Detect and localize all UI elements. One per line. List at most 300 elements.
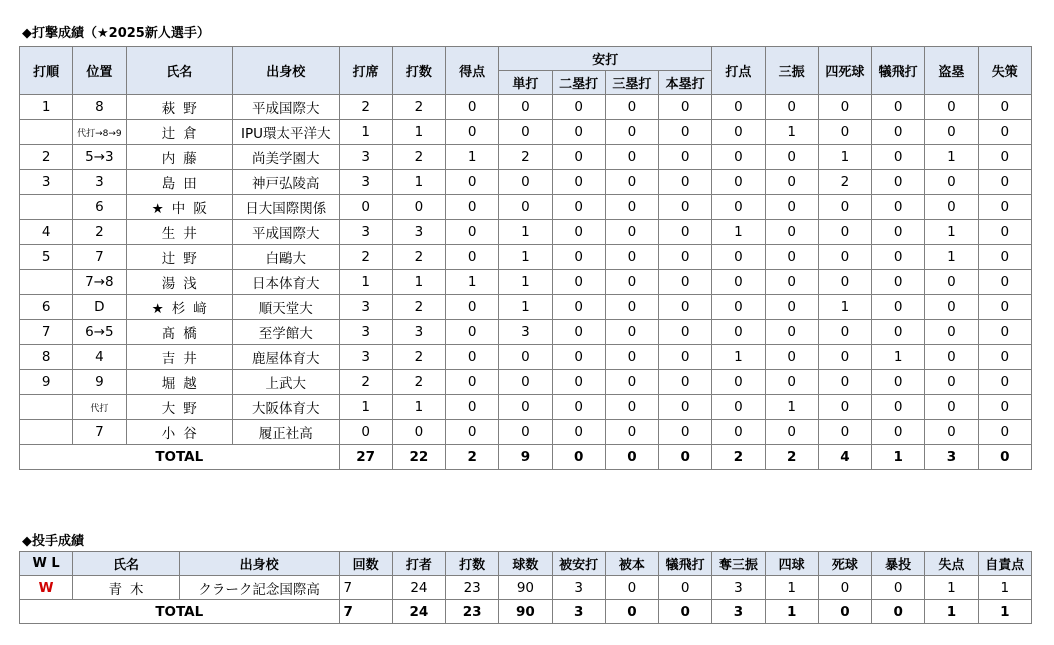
header-pitcher-sac: 犠飛打: [659, 552, 712, 576]
batting-stat: 1: [499, 270, 552, 295]
header-hr: 本塁打: [659, 71, 712, 95]
batting-stat: 1: [392, 120, 445, 145]
player-school: 尚美学園大: [233, 145, 340, 170]
batting-total-stat: 2: [446, 445, 499, 470]
batting-stat: 0: [925, 95, 978, 120]
batting-total-stat: 3: [925, 445, 978, 470]
header-hr-allowed: 被本: [605, 552, 658, 576]
batting-stat: 2: [392, 145, 445, 170]
batting-stat: 0: [978, 295, 1031, 320]
header-pitcher-ab: 打数: [446, 552, 499, 576]
batting-stat: 0: [605, 195, 658, 220]
batting-total-row: [20, 445, 1032, 470]
batting-stat: 1: [765, 120, 818, 145]
batting-stat: 0: [978, 120, 1031, 145]
pitching-total-stat: 7: [339, 600, 392, 624]
batting-stat: 0: [605, 245, 658, 270]
batting-position: 2: [73, 220, 126, 245]
pitching-total-stat: 0: [872, 600, 925, 624]
batting-stat: 0: [605, 95, 658, 120]
batting-stat: 2: [339, 370, 392, 395]
header-single: 単打: [499, 71, 552, 95]
batting-position: 9: [73, 370, 126, 395]
batting-order: 5: [20, 245, 73, 270]
batting-stat: 0: [392, 195, 445, 220]
batting-stat: 0: [978, 270, 1031, 295]
batting-stat: 0: [765, 95, 818, 120]
batting-stat: 1: [712, 220, 765, 245]
batting-position: 8: [73, 95, 126, 120]
batting-stat: 0: [925, 120, 978, 145]
batting-stat: 0: [499, 395, 552, 420]
batting-stat: 3: [339, 320, 392, 345]
header-wl: W L: [20, 552, 73, 576]
batting-stat: 0: [712, 295, 765, 320]
batting-stat: 0: [446, 420, 499, 445]
batting-stat: 0: [978, 370, 1031, 395]
batting-stat: 0: [552, 420, 605, 445]
batting-stat: 0: [765, 220, 818, 245]
player-school: 上武大: [233, 370, 340, 395]
pitching-total-stat: 0: [659, 600, 712, 624]
player-school: 順天堂大: [233, 295, 340, 320]
batting-stat: 0: [872, 95, 925, 120]
batting-stat: 0: [605, 270, 658, 295]
batting-stat: 0: [552, 245, 605, 270]
batting-stat: 0: [925, 370, 978, 395]
batting-row: [20, 295, 1032, 320]
batting-stat: 0: [552, 370, 605, 395]
batting-stat: 0: [712, 120, 765, 145]
batting-row: [20, 270, 1032, 295]
header-walks: 四球: [765, 552, 818, 576]
pitching-total-row: [20, 600, 1032, 624]
batting-stat: 0: [552, 220, 605, 245]
batting-stat: 0: [712, 195, 765, 220]
batting-stat: 0: [872, 320, 925, 345]
batting-stat: 0: [712, 95, 765, 120]
batting-stat: 0: [925, 395, 978, 420]
header-pa: 打席: [339, 47, 392, 95]
batting-stat: 0: [925, 170, 978, 195]
batting-stat: 0: [818, 245, 871, 270]
batting-stat: 0: [765, 295, 818, 320]
batting-stat: 1: [446, 145, 499, 170]
batting-stat: 0: [765, 270, 818, 295]
batting-stat: 0: [765, 370, 818, 395]
batting-total-stat: 0: [659, 445, 712, 470]
batting-position: 6: [73, 195, 126, 220]
header-earned-runs: 自責点: [978, 552, 1031, 576]
batting-stat: 0: [499, 370, 552, 395]
batting-stat: 0: [872, 420, 925, 445]
pitching-stat: 90: [499, 576, 552, 600]
header-hbp: 死球: [818, 552, 871, 576]
player-name: 大野: [126, 395, 233, 420]
batting-stat: 0: [872, 195, 925, 220]
batting-stat: 0: [499, 95, 552, 120]
batting-stat: 0: [659, 395, 712, 420]
pitching-total-stat: 0: [818, 600, 871, 624]
pitching-stat: 3: [552, 576, 605, 600]
batting-stat: 0: [446, 320, 499, 345]
batting-total-stat: 0: [978, 445, 1031, 470]
player-name: 湯浅: [126, 270, 233, 295]
batting-stat: 0: [659, 95, 712, 120]
batting-order: 4: [20, 220, 73, 245]
pitcher-name: 青木: [73, 576, 180, 600]
player-school: 鹿屋体育大: [233, 345, 340, 370]
batting-stat: 0: [659, 170, 712, 195]
batting-position: 3: [73, 170, 126, 195]
batting-stat: 0: [925, 320, 978, 345]
batting-stat: 1: [339, 120, 392, 145]
header-runs: 得点: [446, 47, 499, 95]
batting-stat: 0: [659, 420, 712, 445]
batting-stat: 0: [552, 295, 605, 320]
header-position: 位置: [73, 47, 126, 95]
batting-stat: 1: [499, 245, 552, 270]
player-school: 平成国際大: [233, 95, 340, 120]
pitching-total-stat: 24: [392, 600, 445, 624]
batting-stat: 0: [872, 245, 925, 270]
batting-stat: 0: [446, 395, 499, 420]
batting-stat: 2: [392, 295, 445, 320]
player-name: ★中阪: [126, 195, 233, 220]
batting-stat: 0: [978, 420, 1031, 445]
pitching-total-label: TOTAL: [20, 600, 340, 624]
header-runs-allowed: 失点: [925, 552, 978, 576]
batting-stat: 0: [818, 220, 871, 245]
pitching-stat: 1: [765, 576, 818, 600]
batting-stat: 0: [392, 420, 445, 445]
pitching-total-stat: 0: [605, 600, 658, 624]
batting-row: [20, 195, 1032, 220]
batting-table: [19, 46, 1032, 470]
header-double: 二塁打: [552, 71, 605, 95]
batting-stat: 1: [925, 245, 978, 270]
pitching-total-stat: 1: [925, 600, 978, 624]
batting-stat: 0: [978, 345, 1031, 370]
batting-stat: 0: [978, 195, 1031, 220]
player-school: 日大国際関係: [233, 195, 340, 220]
batting-total-stat: 2: [712, 445, 765, 470]
batting-stat: 0: [659, 120, 712, 145]
batting-stat: 0: [978, 395, 1031, 420]
batting-order: 3: [20, 170, 73, 195]
batting-position: 6→5: [73, 320, 126, 345]
batting-stat: 0: [925, 270, 978, 295]
batting-stat: 0: [552, 320, 605, 345]
pitching-stat: 24: [392, 576, 445, 600]
batting-position: 5→3: [73, 145, 126, 170]
batting-stat: 0: [339, 420, 392, 445]
pitching-total-stat: 1: [978, 600, 1031, 624]
player-name: ★杉﨑: [126, 295, 233, 320]
batting-stat: 0: [499, 120, 552, 145]
batting-stat: 0: [446, 245, 499, 270]
batting-stat: 1: [446, 270, 499, 295]
batting-row: [20, 320, 1032, 345]
batting-row: [20, 420, 1032, 445]
header-err: 失策: [978, 47, 1031, 95]
batting-stat: 0: [872, 120, 925, 145]
batting-stat: 3: [339, 345, 392, 370]
player-school: 白鷗大: [233, 245, 340, 270]
header-so: 三振: [765, 47, 818, 95]
pitching-total-stat: 3: [712, 600, 765, 624]
batting-stat: 0: [872, 295, 925, 320]
batting-stat: 0: [978, 145, 1031, 170]
batting-stat: 0: [712, 320, 765, 345]
batting-position: 7: [73, 420, 126, 445]
batting-stat: 0: [978, 245, 1031, 270]
batting-stat: 0: [446, 345, 499, 370]
pitching-stat: 0: [872, 576, 925, 600]
batting-stat: 0: [872, 220, 925, 245]
batting-order: [20, 195, 73, 220]
batting-position: 代打→8→9: [73, 120, 126, 145]
pitching-total-stat: 1: [765, 600, 818, 624]
batting-stat: 0: [818, 395, 871, 420]
header-strikeouts: 奪三振: [712, 552, 765, 576]
batting-stat: 0: [925, 295, 978, 320]
batting-total-stat: 27: [339, 445, 392, 470]
pitching-table: [19, 551, 1032, 624]
pitching-stat: 1: [925, 576, 978, 600]
batting-stat: 0: [818, 195, 871, 220]
batting-row: [20, 395, 1032, 420]
batting-row: [20, 120, 1032, 145]
pitching-total-stat: 23: [446, 600, 499, 624]
batting-stat: 1: [765, 395, 818, 420]
batting-stat: 0: [659, 370, 712, 395]
player-school: 履正社高: [233, 420, 340, 445]
player-school: 大阪体育大: [233, 395, 340, 420]
batting-stat: 0: [605, 345, 658, 370]
batting-stat: 3: [499, 320, 552, 345]
batting-stat: 0: [605, 170, 658, 195]
batting-order: 7: [20, 320, 73, 345]
batting-order: 2: [20, 145, 73, 170]
batting-stat: 2: [499, 145, 552, 170]
player-name: 生井: [126, 220, 233, 245]
player-name: 吉井: [126, 345, 233, 370]
batting-stat: 0: [446, 170, 499, 195]
batting-stat: 0: [872, 270, 925, 295]
batting-stat: 1: [392, 170, 445, 195]
batting-stat: 1: [499, 295, 552, 320]
batting-stat: 0: [818, 370, 871, 395]
player-school: 神戸弘陵高: [233, 170, 340, 195]
batting-stat: 0: [446, 370, 499, 395]
batting-stat: 0: [552, 395, 605, 420]
batting-stat: 1: [925, 220, 978, 245]
header-school: 出身校: [233, 47, 340, 95]
batting-total-label: TOTAL: [20, 445, 340, 470]
batting-stat: 1: [339, 395, 392, 420]
batting-stat: 0: [552, 95, 605, 120]
header-sb: 盗塁: [925, 47, 978, 95]
batting-row: [20, 220, 1032, 245]
batting-total-stat: 4: [818, 445, 871, 470]
batting-stat: 1: [925, 145, 978, 170]
batting-stat: 3: [392, 220, 445, 245]
batting-stat: 0: [446, 95, 499, 120]
batting-stat: 3: [339, 170, 392, 195]
batting-stat: 0: [978, 320, 1031, 345]
batting-stat: 0: [499, 170, 552, 195]
batting-row: [20, 345, 1032, 370]
batting-order: [20, 120, 73, 145]
header-pitcher-name: 氏名: [73, 552, 180, 576]
batting-stat: 0: [765, 170, 818, 195]
player-name: 堀越: [126, 370, 233, 395]
pitching-stat: 1: [978, 576, 1031, 600]
header-bb: 四死球: [818, 47, 871, 95]
batting-stat: 0: [605, 420, 658, 445]
player-school: IPU環太平洋大: [233, 120, 340, 145]
header-rbi: 打点: [712, 47, 765, 95]
pitching-stat: 7: [339, 576, 392, 600]
batting-stat: 0: [818, 270, 871, 295]
batting-stat: 0: [765, 320, 818, 345]
batting-stat: 0: [339, 195, 392, 220]
batting-stat: 0: [978, 220, 1031, 245]
batting-stat: 0: [659, 345, 712, 370]
header-hits-allowed: 被安打: [552, 552, 605, 576]
batting-stat: 0: [605, 145, 658, 170]
batting-stat: 0: [552, 170, 605, 195]
batting-order: 8: [20, 345, 73, 370]
batting-position: D: [73, 295, 126, 320]
player-school: 平成国際大: [233, 220, 340, 245]
batting-stat: 0: [765, 195, 818, 220]
batting-stat: 0: [872, 370, 925, 395]
header-name: 氏名: [126, 47, 233, 95]
batting-stat: 0: [978, 95, 1031, 120]
batting-stat: 0: [659, 220, 712, 245]
pitching-stat: 23: [446, 576, 499, 600]
batting-stat: 3: [339, 295, 392, 320]
batting-stat: 1: [818, 145, 871, 170]
header-sac: 犠飛打: [872, 47, 925, 95]
header-triple: 三塁打: [605, 71, 658, 95]
batting-stat: 0: [605, 120, 658, 145]
batting-stat: 0: [659, 270, 712, 295]
batting-stat: 0: [925, 420, 978, 445]
batting-stat: 2: [392, 245, 445, 270]
pitching-stat: 3: [712, 576, 765, 600]
header-pitcher-school: 出身校: [179, 552, 339, 576]
batting-stat: 0: [925, 345, 978, 370]
batting-stat: 0: [765, 420, 818, 445]
player-name: 髙橋: [126, 320, 233, 345]
batting-stat: 0: [818, 420, 871, 445]
batting-row: [20, 245, 1032, 270]
batting-stat: 2: [392, 95, 445, 120]
batting-order: [20, 270, 73, 295]
batting-position: 7: [73, 245, 126, 270]
batting-total-stat: 1: [872, 445, 925, 470]
batting-position: 4: [73, 345, 126, 370]
batting-stat: 0: [765, 345, 818, 370]
batting-stat: 0: [659, 145, 712, 170]
batting-stat: 0: [712, 270, 765, 295]
batting-stat: 0: [765, 245, 818, 270]
batting-total-stat: 9: [499, 445, 552, 470]
batting-stat: 0: [712, 370, 765, 395]
player-name: 内藤: [126, 145, 233, 170]
batting-stat: 0: [712, 170, 765, 195]
batting-stat: 0: [872, 170, 925, 195]
header-ab: 打数: [392, 47, 445, 95]
batting-row: [20, 145, 1032, 170]
batting-section-title: ◆打撃成績（★2025新人選手）: [22, 26, 210, 41]
batting-stat: 1: [339, 270, 392, 295]
batting-stat: 3: [339, 145, 392, 170]
batting-stat: 1: [872, 345, 925, 370]
batting-stat: 0: [605, 395, 658, 420]
batting-row: [20, 95, 1032, 120]
batting-stat: 0: [872, 395, 925, 420]
batting-stat: 0: [712, 420, 765, 445]
batting-stat: 1: [392, 270, 445, 295]
header-wild-pitch: 暴投: [872, 552, 925, 576]
batting-stat: 0: [818, 120, 871, 145]
batting-stat: 0: [605, 295, 658, 320]
player-name: 辻倉: [126, 120, 233, 145]
batting-stat: 0: [499, 420, 552, 445]
batting-stat: 2: [392, 370, 445, 395]
batting-order: [20, 420, 73, 445]
batting-stat: 0: [712, 395, 765, 420]
batting-stat: 2: [339, 95, 392, 120]
batting-stat: 0: [872, 145, 925, 170]
batting-row: [20, 370, 1032, 395]
header-bf: 打者: [392, 552, 445, 576]
batting-stat: 3: [339, 220, 392, 245]
header-pitches: 球数: [499, 552, 552, 576]
batting-stat: 0: [659, 195, 712, 220]
player-name: 島田: [126, 170, 233, 195]
batting-stat: 0: [552, 270, 605, 295]
batting-position: 代打: [73, 395, 126, 420]
player-name: 小谷: [126, 420, 233, 445]
pitching-stat: 0: [818, 576, 871, 600]
pitching-section-title: ◆投手成績: [22, 534, 84, 549]
batting-position: 7→8: [73, 270, 126, 295]
batting-stat: 1: [818, 295, 871, 320]
pitching-row: [20, 576, 1032, 600]
batting-stat: 0: [552, 145, 605, 170]
batting-stat: 0: [446, 195, 499, 220]
batting-stat: 0: [818, 345, 871, 370]
batting-order: [20, 395, 73, 420]
batting-stat: 0: [659, 295, 712, 320]
batting-order: 9: [20, 370, 73, 395]
batting-stat: 2: [339, 245, 392, 270]
batting-stat: 2: [818, 170, 871, 195]
batting-stat: 1: [712, 345, 765, 370]
pitching-total-stat: 90: [499, 600, 552, 624]
batting-row: [20, 170, 1032, 195]
header-order: 打順: [20, 47, 73, 95]
batting-stat: 0: [552, 195, 605, 220]
batting-stat: 0: [605, 370, 658, 395]
batting-stat: 0: [552, 345, 605, 370]
batting-order: 1: [20, 95, 73, 120]
